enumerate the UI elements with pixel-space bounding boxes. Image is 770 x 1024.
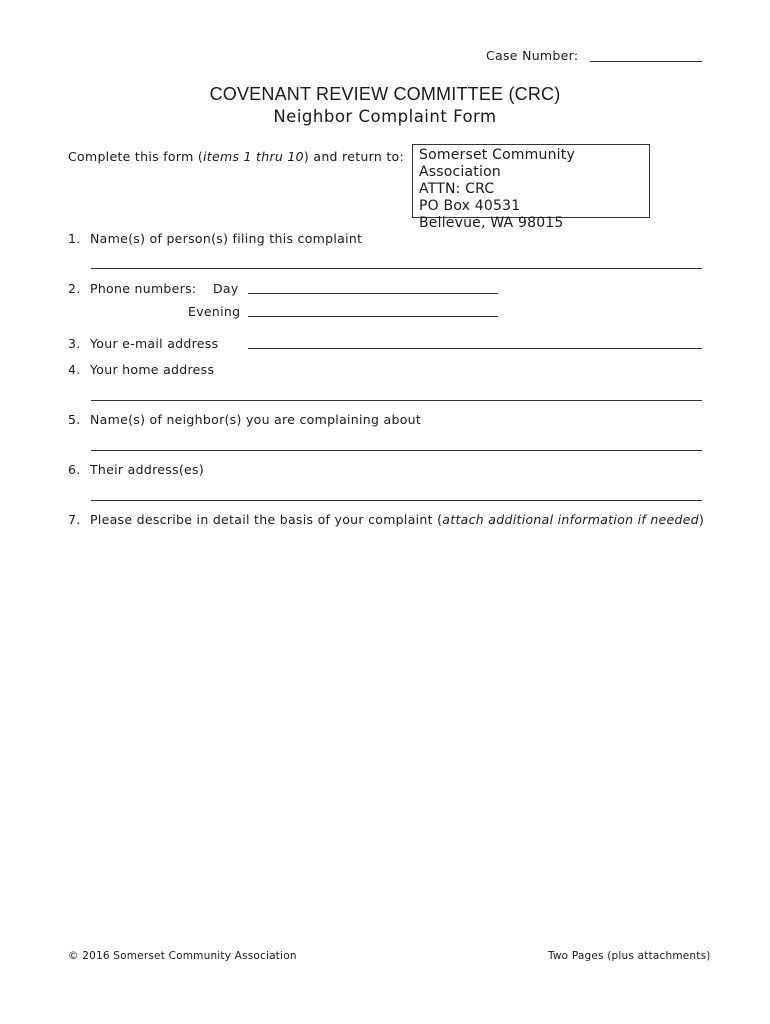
- item-3-number: 3.: [68, 336, 81, 351]
- complaint-description-area[interactable]: [68, 532, 702, 932]
- form-title-block: [0, 83, 770, 129]
- footer-page-count: Two Pages (plus attachments): [548, 950, 711, 962]
- instructions-items-note: items 1 thru 10: [203, 149, 304, 164]
- item-2: [68, 281, 196, 296]
- item-1: [68, 231, 362, 246]
- instructions-prefix: Complete this form (: [68, 149, 203, 164]
- address-line-pobox: PO Box 40531: [419, 198, 521, 214]
- item-6-label: Their address(es): [90, 462, 204, 477]
- phone-day-label: Day: [213, 281, 239, 296]
- footer-copyright: © 2016 Somerset Community Association: [68, 950, 297, 962]
- address-line-attn: ATTN: CRC: [419, 181, 495, 197]
- case-number-field[interactable]: [590, 61, 702, 62]
- form-title: COVENANT REVIEW COMMITTEE (CRC): [209, 84, 561, 104]
- item-7: [68, 512, 704, 527]
- phone-evening-label: Evening: [188, 304, 241, 319]
- item-1-number: 1.: [68, 231, 81, 246]
- item-5-number: 5.: [68, 412, 81, 427]
- phone-day-field[interactable]: [248, 293, 498, 294]
- item-7-number: 7.: [68, 512, 81, 527]
- case-number-label: Case Number:: [486, 48, 579, 63]
- item-1-label: Name(s) of person(s) filing this complaint: [90, 231, 363, 246]
- item-2-label: Phone numbers:: [90, 281, 197, 296]
- item-4-label: Your home address: [90, 362, 215, 377]
- item-5: [68, 412, 421, 427]
- item-4-number: 4.: [68, 362, 81, 377]
- neighbor-name-field[interactable]: [91, 450, 702, 451]
- item-5-label: Name(s) of neighbor(s) you are complaining about: [90, 412, 422, 427]
- home-address-field[interactable]: [91, 400, 702, 401]
- return-address-box: [412, 144, 650, 231]
- item-6-number: 6.: [68, 462, 81, 477]
- phone-evening-field[interactable]: [248, 316, 498, 317]
- neighbor-address-field[interactable]: [91, 500, 702, 501]
- item-7-label: Please describe in detail the basis of your complaint (: [90, 512, 443, 527]
- form-subtitle: Neighbor Complaint Form: [273, 107, 497, 126]
- instructions-suffix: ) and return to:: [303, 149, 405, 164]
- address-line-city: Bellevue, WA 98015: [419, 215, 564, 231]
- filer-name-field[interactable]: [91, 268, 702, 269]
- address-line-org: Somerset Community Association: [419, 147, 575, 180]
- item-6: [68, 462, 204, 477]
- item-4: [68, 362, 214, 377]
- item-7-note: attach additional information if needed: [442, 512, 699, 527]
- item-3-label: Your e-mail address: [90, 336, 219, 351]
- item-3: [68, 336, 218, 351]
- item-2-number: 2.: [68, 281, 81, 296]
- item-7-close: ): [699, 512, 705, 527]
- instructions-text: [68, 149, 404, 164]
- email-field[interactable]: [248, 348, 702, 349]
